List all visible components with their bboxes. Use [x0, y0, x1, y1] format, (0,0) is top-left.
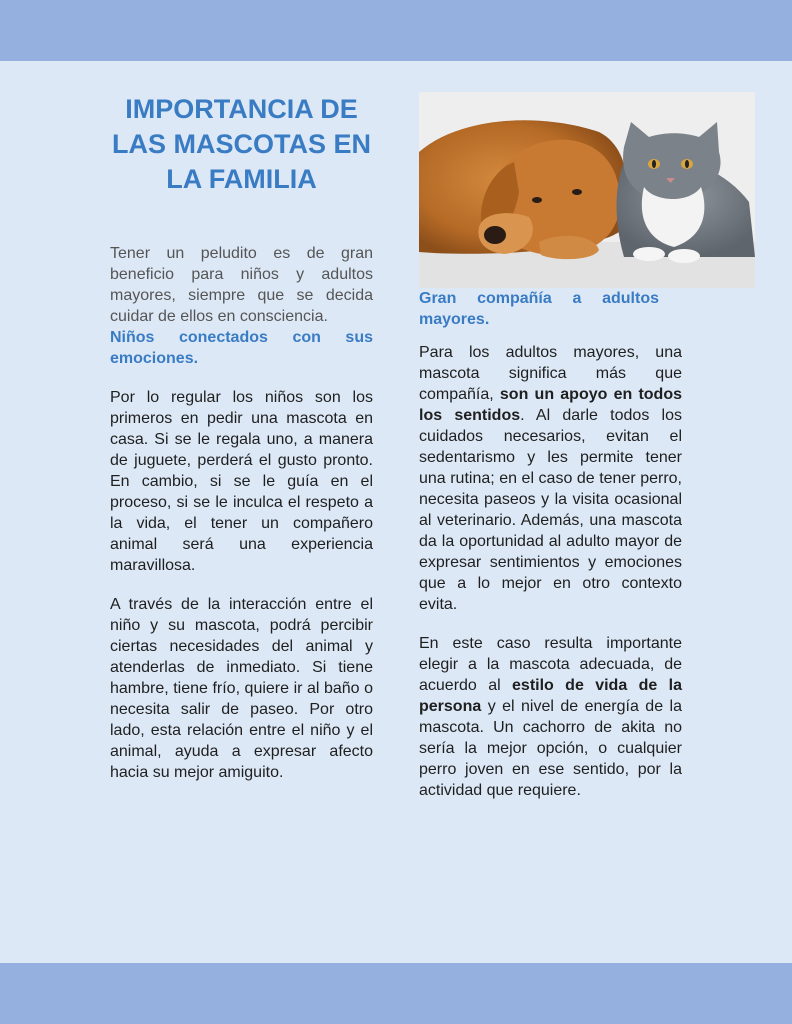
adultos-p1-bold: son un apoyo en todos los sentidos — [419, 386, 683, 424]
page-title: IMPORTANCIA DE LAS MASCOTAS EN LA FAMILIA — [111, 94, 371, 194]
adultos-p1-text-b: . Al darle todos los cuidados necesarios, evitan el sedentarismo y les permite tener una rutina; en el caso de tener perro, necesita paseos y la visita ocasional al veterinario. Además, una mascota da la oportunidad al adulto mayor de expresar sentimientos y emociones que a lo mejor en otro contexto evita. — [419, 407, 682, 613]
section-heading-adultos: Gran compañía a adultos mayores. — [419, 290, 659, 328]
ninos-paragraph-1: Por lo regular los niños son los primeros en pedir una mascota en casa. Si se le regala uno, a manera de juguete, perderá el gusto pronto. En cambio, si se le guía en el proceso, si se le inculca el respeto a la vida, el tener un compañero animal será una experiencia maravillosa. — [110, 389, 373, 574]
footer-band — [0, 963, 792, 1024]
ninos-paragraph-2: A través de la interacción entre el niño y su mascota, podrá percibir ciertas necesidades del animal y atenderlas de inmediato. Si tiene hambre, tiene frío, quiere ir al baño o necesita salir de paseo. Por otro lado, esta relación entre el niño y el animal, ayuda a expresar afecto hacia su mejor amiguito. — [110, 596, 373, 781]
adultos-p2-text-a: En este caso resulta importante elegir a la mascota adecuada, de acuerdo al — [419, 635, 682, 694]
adultos-p2-bold: estilo de vida de la persona — [419, 677, 682, 715]
adultos-p2-text-b: y el nivel de energía de la mascota. Un cachorro de akita no sería la mejor opción, o cualquier perro joven en ese sentido, por la actividad que requiere. — [419, 698, 682, 799]
adultos-paragraph-1 — [419, 342, 682, 615]
adultos-p1-text-a: Para los adultos mayores, una mascota significa más que compañía, — [419, 344, 682, 403]
dog-and-cat-photo — [419, 92, 755, 288]
intro-paragraph: Tener un peludito es de gran beneficio para niños y adultos mayores, siempre que se decida cuidar de ellos en consciencia. — [110, 245, 373, 325]
adultos-paragraph-2 — [419, 633, 682, 801]
right-column — [419, 92, 682, 801]
section-heading-ninos: Niños conectados con sus emociones. — [110, 329, 373, 367]
header-band — [0, 0, 792, 61]
left-column — [110, 92, 373, 783]
